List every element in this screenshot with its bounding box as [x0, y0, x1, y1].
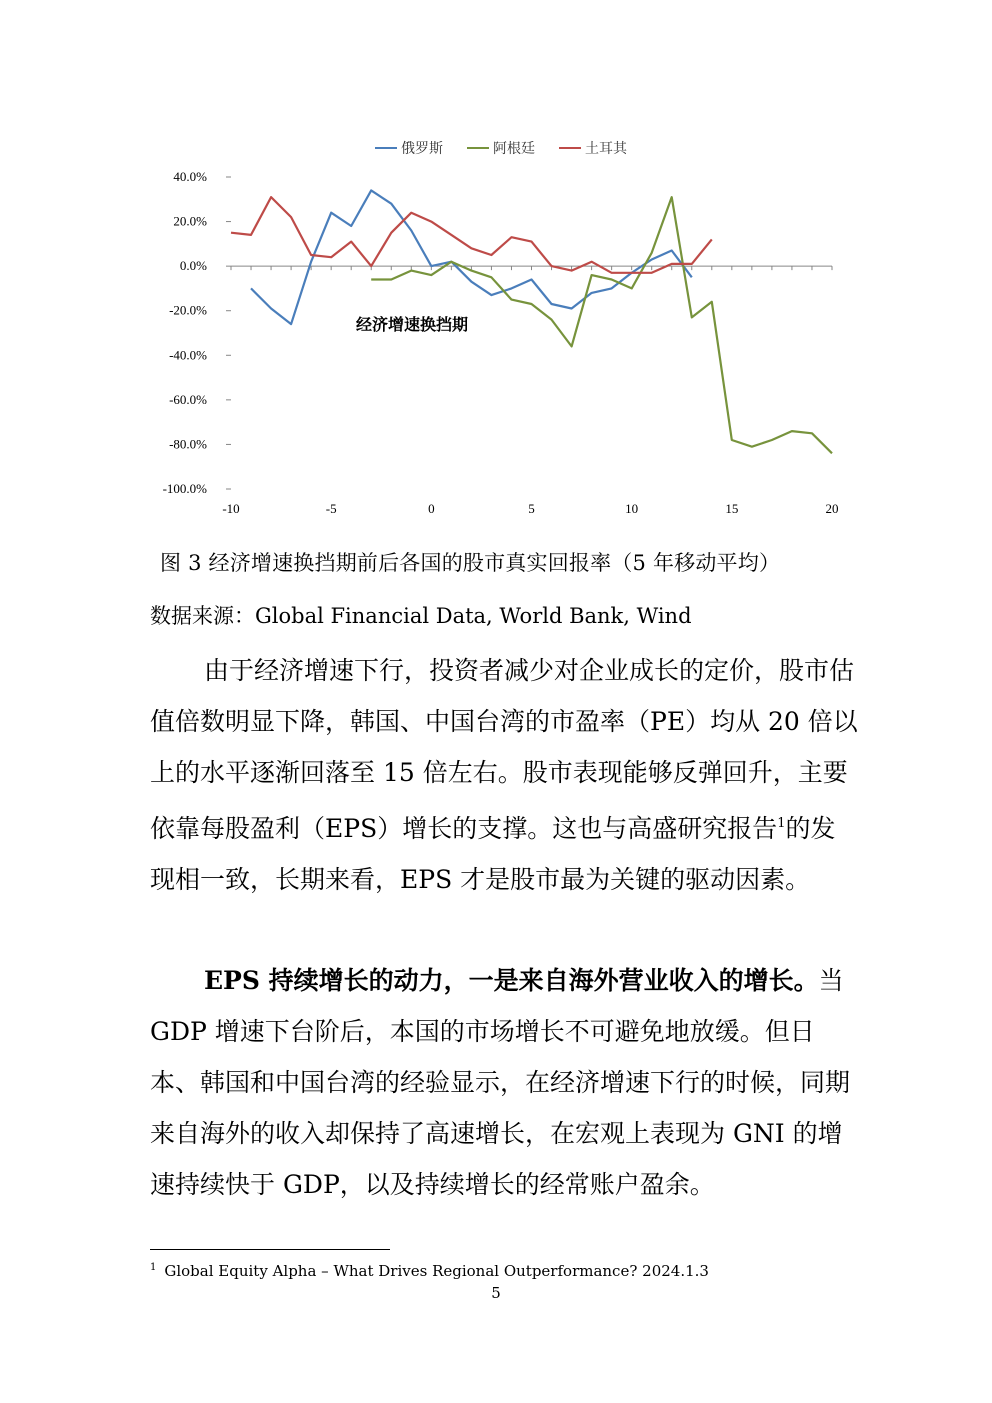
body-paragraph-1: [150, 645, 860, 905]
footnote: [150, 1262, 709, 1280]
chart-series-lines: [231, 190, 832, 453]
y-tick-label: 0.0%: [179, 258, 207, 274]
y-tick-label: -80.0%: [169, 436, 207, 452]
chart-axes: [163, 169, 839, 516]
stock-return-line-chart: [140, 130, 860, 530]
y-tick-label: -100.0%: [162, 481, 207, 496]
paragraph-2-text: 当 GDP 增速下台阶后，本国的市场增长不可避免地放缓。但日本、韩国和中国台湾的经验显示，在经济增速下行的时候，同期来自海外的收入却保持了高速增长，在宏观上表现为 GNI 的增速持续快于 GDP，以及持续增长的经常账户盈余。: [150, 966, 851, 1199]
chart-annotation: 经济增速换挡期: [356, 317, 469, 334]
y-tick-label: -20.0%: [169, 302, 207, 318]
figure-caption: 图 3 经济增速换挡期前后各国的股市真实回报率（5 年移动平均）: [160, 551, 781, 575]
legend-label-0: 俄罗斯: [401, 140, 443, 156]
body-paragraph-2: [150, 955, 860, 1210]
legend-label-1: 阿根廷: [493, 140, 535, 156]
page-number: 5: [491, 1284, 501, 1302]
series-line-0: [251, 190, 692, 324]
footnote-mark: 1: [150, 1262, 157, 1273]
x-tick-label: -10: [222, 501, 240, 516]
y-tick-label: -60.0%: [169, 391, 207, 407]
x-tick-label: 15: [725, 501, 739, 516]
series-line-2: [231, 197, 712, 273]
footnote-ref[interactable]: 1: [777, 816, 786, 831]
y-tick-label: -40.0%: [169, 347, 207, 363]
x-tick-label: 5: [528, 501, 535, 516]
footnote-text: Global Equity Alpha – What Drives Regional Outperformance? 2024.1.3: [164, 1262, 709, 1280]
paragraph-1-text-b: 的发现相一致，长期来看，EPS 才是股市最为关键的驱动因素。: [150, 814, 836, 894]
figure-source: 数据来源：Global Financial Data, World Bank, Wind: [150, 604, 692, 628]
y-tick-label: 40.0%: [173, 169, 207, 184]
x-tick-label: 10: [625, 501, 639, 516]
legend-label-2: 土耳其: [585, 140, 627, 156]
chart-legend: [375, 140, 628, 156]
chart-canvas: [140, 130, 860, 530]
footnote-divider: [150, 1249, 390, 1250]
paragraph-2-lead: EPS 持续增长的动力，一是来自海外营业收入的增长。: [204, 966, 819, 995]
x-tick-label: 20: [825, 501, 839, 516]
paragraph-1-text-a: 由于经济增速下行，投资者减少对企业成长的定价，股市估值倍数明显下降，韩国、中国台湾的市盈率（PE）均从 20 倍以上的水平逐渐回落至 15 倍左右。股市表现能够反弹回升，主要依靠每股盈利（EPS）增长的支撑。这也与高盛研究报告: [150, 656, 858, 843]
x-tick-label: -5: [325, 501, 337, 516]
x-tick-label: 0: [428, 501, 435, 516]
y-tick-label: 20.0%: [173, 213, 207, 229]
